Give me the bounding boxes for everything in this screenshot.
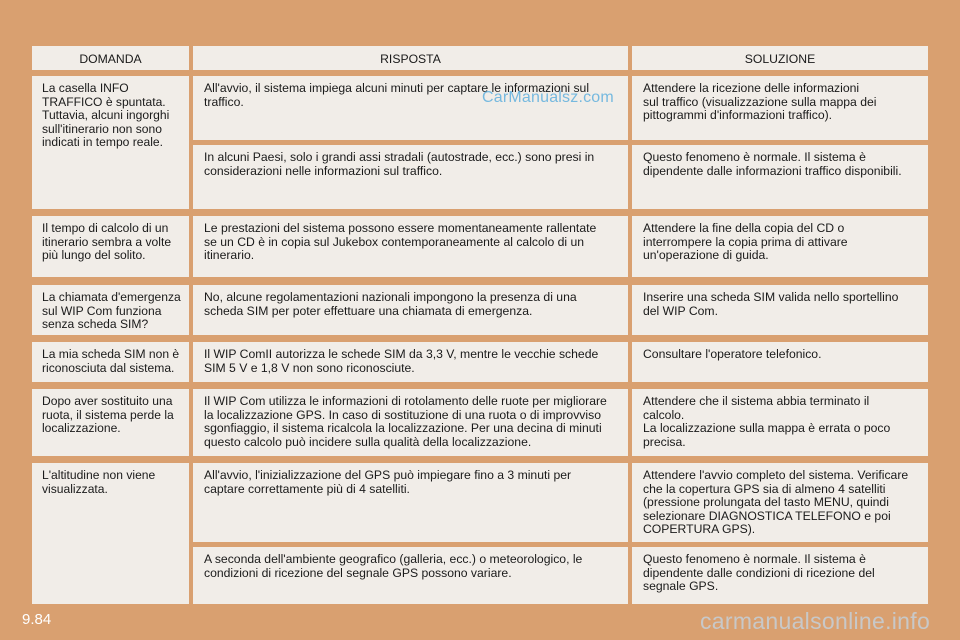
question-cell: Il tempo di calcolo di un itinerario sembra a volte più lungo del solito.: [32, 216, 189, 277]
answer-cell: All'avvio, il sistema impiega alcuni minuti per captare le informazioni sul traffico.: [193, 76, 628, 140]
answer-cell: A seconda dell'ambiente geografico (galleria, ecc.) o meteorologico, le condizioni di ricezione del segnale GPS possono variare.: [193, 547, 628, 604]
header-question: DOMANDA: [32, 46, 189, 70]
header-answer: RISPOSTA: [193, 46, 628, 70]
header-solution: SOLUZIONE: [632, 46, 928, 70]
solution-cell: Questo fenomeno è normale. Il sistema è dipendente dalle informazioni traffico disponibili.: [632, 145, 928, 209]
question-cell: La mia scheda SIM non è riconosciuta dal sistema.: [32, 342, 189, 382]
question-cell: La casella INFO TRAFFICO è spuntata. Tuttavia, alcuni ingorghi sull'itinerario non sono indicati in tempo reale.: [32, 76, 189, 209]
question-cell: Dopo aver sostituito una ruota, il sistema perde la localizzazione.: [32, 389, 189, 456]
answer-cell: Le prestazioni del sistema possono essere momentaneamente rallentate se un CD è in copia sul Jukebox contemporaneamente al calcolo di un itinerario.: [193, 216, 628, 277]
solution-cell: Attendere la ricezione delle informazioni sul traffico (visualizzazione sulla mappa dei pittogrammi d'informazioni traffico).: [632, 76, 928, 140]
answer-cell: No, alcune regolamentazioni nazionali impongono la presenza di una scheda SIM per poter effettuare una chiamata di emergenza.: [193, 285, 628, 335]
solution-cell: Attendere che il sistema abbia terminato il calcolo. La localizzazione sulla mappa è errata o poco precisa.: [632, 389, 928, 456]
question-cell: La chiamata d'emergenza sul WIP Com funziona senza scheda SIM?: [32, 285, 189, 335]
answer-cell: All'avvio, l'inizializzazione del GPS può impiegare fino a 3 minuti per captare correttamente più di 4 satelliti.: [193, 463, 628, 542]
solution-cell: Consultare l'operatore telefonico.: [632, 342, 928, 382]
watermark-bottom: carmanualsonline.info: [700, 608, 931, 634]
solution-cell: Questo fenomeno è normale. Il sistema è dipendente dalle condizioni di ricezione del segnale GPS.: [632, 547, 928, 604]
answer-cell: Il WIP Com utilizza le informazioni di rotolamento delle ruote per migliorare la localizzazione GPS. In caso di sostituzione di una ruota o di improvviso sgonfiaggio, il sistema ricalcola la localizzazione. Per una decina di minuti questo calcolo può incidere sulla qualità della localizzazione.: [193, 389, 628, 456]
question-cell: L'altitudine non viene visualizzata.: [32, 463, 189, 604]
page-number: 9.84: [22, 611, 52, 628]
solution-cell: Attendere l'avvio completo del sistema. Verificare che la copertura GPS sia di almeno 4 satelliti (pressione prolungata del tasto MENU, quindi selezionare DIAGNOSTICA TELEFONO e poi COPERTURA GPS).: [632, 463, 928, 542]
answer-cell: In alcuni Paesi, solo i grandi assi stradali (autostrade, ecc.) sono presi in considerazioni nelle informazioni sul traffico.: [193, 145, 628, 209]
watermark-top: CarManualsz.com: [482, 89, 614, 106]
solution-cell: Attendere la fine della copia del CD o interrompere la copia prima di attivare un'operazione di guida.: [632, 216, 928, 277]
solution-cell: Inserire una scheda SIM valida nello sportellino del WIP Com.: [632, 285, 928, 335]
answer-cell: Il WIP ComII autorizza le schede SIM da 3,3 V, mentre le vecchie schede SIM 5 V e 1,8 V non sono riconosciute.: [193, 342, 628, 382]
